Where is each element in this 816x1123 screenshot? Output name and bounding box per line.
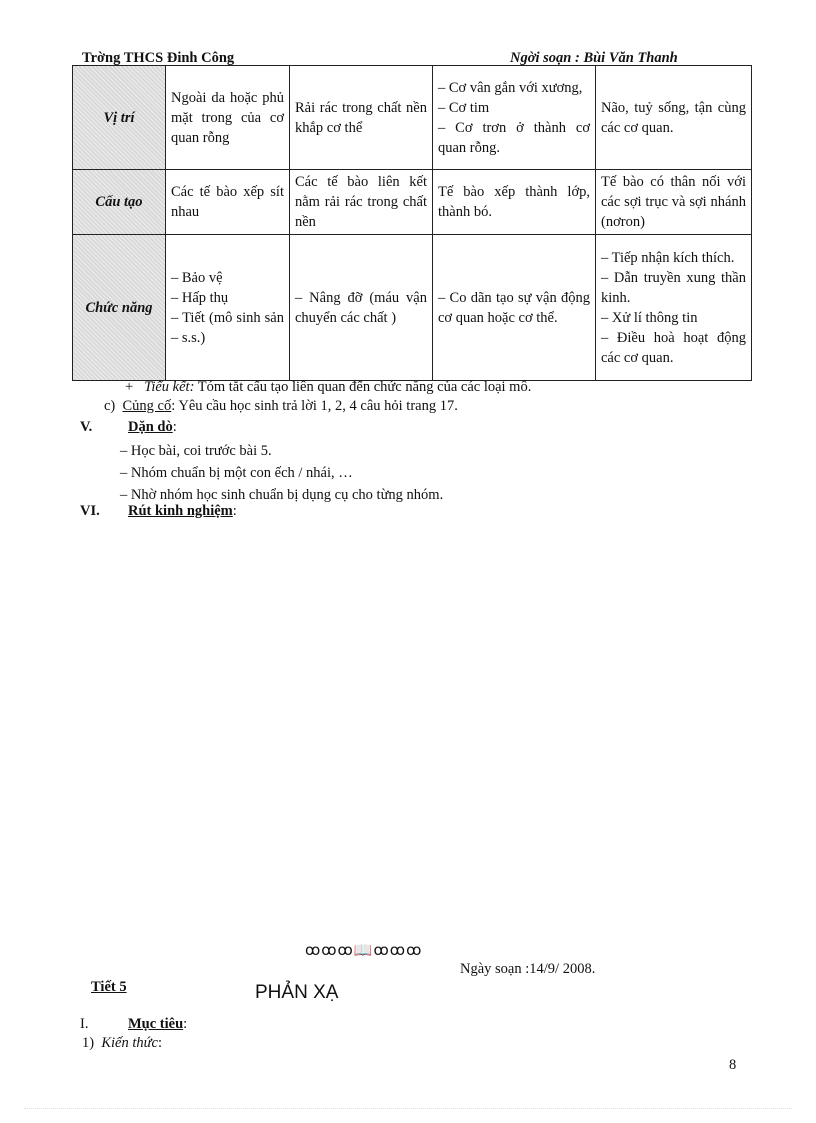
cell-line: – Tiếp nhận kích thích. (601, 249, 735, 266)
table-cell (166, 66, 290, 170)
cell-line: – Cơ trơn ở thành cơ quan rỗng. (438, 119, 590, 156)
consolidate-text: : Yêu cầu học sinh trả lời 1, 2, 4 câu hỏi trang 17. (171, 398, 458, 414)
lesson-date: Ngày soạn :14/9/ 2008. (460, 961, 596, 977)
section-5-colon: : (172, 419, 177, 435)
lesson-period: Tiết 5 (91, 979, 127, 995)
ornament-divider: ꝏꝏꝏ📖ꝏꝏꝏ (305, 941, 423, 959)
section-5-title: Dặn dò (128, 419, 173, 435)
section-6-title: Rút kinh nghiệm (128, 503, 233, 519)
section-6-colon: : (232, 503, 237, 519)
table-cell (290, 235, 433, 381)
footer-divider (24, 1108, 792, 1109)
cell-line: Tế bào có thân nối với các sợi trục và sợi nhánh (nơron) (601, 174, 746, 230)
section-5-list (120, 440, 443, 506)
section-1-number: I. (80, 1016, 89, 1032)
cell-line: – Cơ tim (438, 99, 490, 116)
list-item: – Học bài, coi trước bài 5. (120, 443, 272, 459)
table-cell (596, 170, 752, 235)
consolidate-line (104, 398, 458, 415)
cell-line: Tế bào xếp thành lớp, thành bó. (438, 184, 590, 220)
section-6-number: VI. (80, 503, 100, 519)
section-1-colon: : (183, 1016, 188, 1032)
table-cell (596, 66, 752, 170)
table-cell (433, 170, 596, 235)
table-row (73, 66, 752, 170)
cell-line: Rải rác trong chất nền khắp cơ thể (295, 99, 427, 136)
cell-line: – Co dãn tạo sự vận động cơ quan hoặc cơ thể. (438, 289, 590, 326)
subsection-1-number: 1) (82, 1035, 95, 1051)
list-item: – Nhóm chuẩn bị một con ếch / nhái, … (120, 465, 353, 481)
table-cell (433, 66, 596, 170)
cell-line: – Bảo vệ (171, 269, 223, 286)
cell-line: – Nâng đỡ (máu vận chuyển các chất ) (295, 289, 427, 326)
section-1-title: Mục tiêu (128, 1016, 184, 1032)
section-1-heading (128, 1016, 187, 1033)
header-author: Ngời soạn : Bùi Văn Thanh (510, 50, 678, 66)
table-cell (290, 66, 433, 170)
cell-line: Các tế bào liên kết nằm rải rác trong chất nền (295, 174, 427, 230)
subsection-1-title: Kiến thức (101, 1035, 158, 1051)
table-row (73, 170, 752, 235)
table-row (73, 235, 752, 381)
table-cell (433, 235, 596, 381)
row-header: Chức năng (73, 235, 166, 381)
section-5-heading (128, 419, 177, 436)
cell-line: Ngoài da hoặc phủ mặt trong của cơ quan rỗng (171, 89, 284, 146)
row-header: Vị trí (73, 66, 166, 170)
cell-line: Não, tuỷ sống, tận cùng các cơ quan. (601, 99, 746, 136)
summary-text: Tóm tắt cấu tạo liên quan đến chức năng của các loại mô. (194, 379, 532, 395)
row-header: Cấu tạo (73, 170, 166, 235)
section-5-number: V. (80, 419, 93, 435)
subsection-1-colon: : (157, 1035, 163, 1051)
cell-line: – Tiết (mô sinh sản – s.s.) (171, 309, 284, 346)
table-cell (166, 235, 290, 381)
cell-line: – Dẫn truyền xung thần kinh. (601, 269, 746, 306)
table-cell (166, 170, 290, 235)
subsection-1-heading (82, 1035, 162, 1052)
consolidate-number: c) (104, 398, 116, 414)
page-number: 8 (729, 1057, 737, 1073)
cell-line: – Hấp thụ (171, 289, 229, 306)
table-cell (596, 235, 752, 381)
table-cell (290, 170, 433, 235)
summary-label: Tiểu kết: (144, 379, 195, 395)
cell-line: Các tế bào xếp sít nhau (171, 184, 284, 220)
list-item: – Nhờ nhóm học sinh chuẩn bị dụng cụ cho từng nhóm. (120, 487, 444, 503)
cell-line: – Xử lí thông tin (601, 309, 698, 326)
cell-line: – Cơ vân gắn với xương, (438, 79, 583, 96)
section-6-heading (128, 503, 237, 520)
consolidate-label: Củng cố (122, 398, 172, 414)
summary-bullet: + (125, 379, 134, 395)
header-school: Trờng THCS Đinh Công (82, 50, 235, 66)
summary-line (125, 379, 531, 396)
cell-line: – Điều hoà hoạt động các cơ quan. (601, 329, 746, 366)
tissue-comparison-table (72, 65, 752, 381)
lesson-title: PHẢN XẠ (255, 982, 339, 1003)
